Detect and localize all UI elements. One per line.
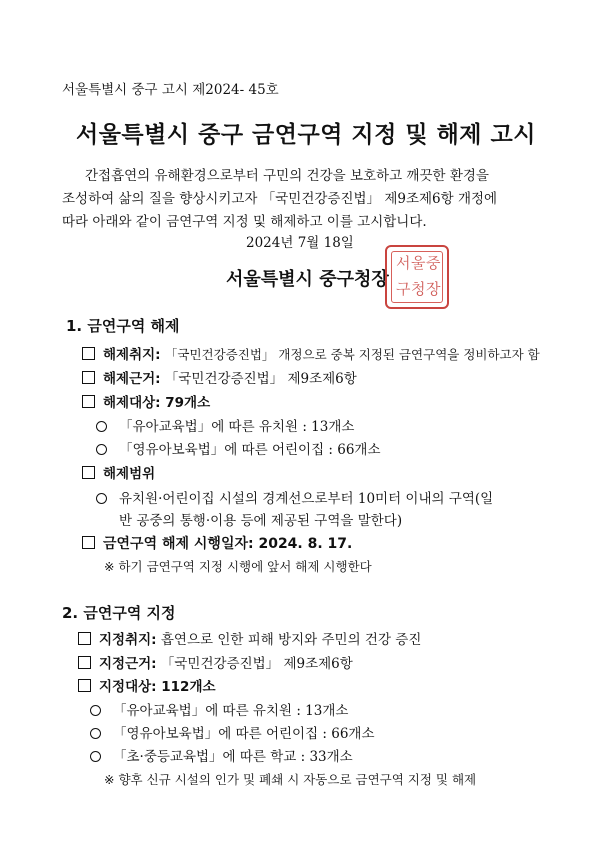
sec1-target-item — [96, 438, 381, 458]
sec2-reason — [78, 628, 421, 648]
sec2-target-label: 지정대상: 112개소 — [99, 679, 216, 695]
sec1-target-item-text: 「유아교육법」에 따른 유치원 : 13개소 — [119, 419, 355, 435]
checkbox-square-icon — [82, 536, 95, 549]
sec2-basis-label: 지정근거: — [99, 656, 157, 672]
sec1-basis-value: 「국민건강증진법」 제9조제6항 — [164, 371, 357, 387]
notice-number: 서울특별시 중구 고시 제2024- 45호 — [62, 82, 279, 98]
seal-char: 구 — [396, 280, 411, 298]
sec2-note: ※ 향후 신규 시설의 인가 및 폐쇄 시 자동으로 금연구역 지정 및 해제 — [104, 772, 477, 787]
sec1-target-item-text: 「영유아보육법」에 따른 어린이집 : 66개소 — [119, 442, 381, 458]
intro-line-2: 조성하여 삶의 질을 향상시키고자 「국민건강증진법」 제9조제6항 개정에 — [62, 191, 498, 207]
sec2-target-item — [90, 745, 353, 765]
sec2-basis-value: 「국민건강증진법」 제9조제6항 — [160, 656, 353, 672]
sec1-reason-label: 해제취지: — [103, 347, 161, 363]
checkbox-square-icon — [82, 466, 95, 479]
issuer-name: 서울특별시 중구청장 — [226, 269, 389, 290]
checkbox-square-icon — [82, 371, 95, 384]
sec1-scope-label: 해제범위 — [103, 466, 156, 482]
checkbox-square-icon — [78, 656, 91, 669]
seal-char: 서 — [396, 254, 411, 272]
checkbox-square-icon — [82, 347, 95, 360]
sec1-date-label: 금연구역 해제 시행일자: 2024. 8. 17. — [103, 536, 353, 552]
sec2-basis — [78, 652, 353, 672]
sec1-note: ※ 하기 금연구역 지정 시행에 앞서 해제 시행한다 — [104, 559, 372, 574]
circle-bullet-icon — [90, 728, 101, 739]
sec2-target-item — [90, 722, 375, 742]
circle-bullet-icon — [96, 421, 107, 432]
sec1-target-item — [96, 415, 354, 435]
sec2-target-item-text: 「영유아보육법」에 따른 어린이집 : 66개소 — [113, 726, 375, 742]
sec2-reason-value: 흡연으로 인한 피해 방지와 주민의 건강 증진 — [160, 632, 422, 648]
checkbox-square-icon — [78, 632, 91, 645]
notice-date: 2024년 7월 18일 — [246, 235, 354, 251]
circle-bullet-icon — [90, 751, 101, 762]
checkbox-square-icon — [82, 395, 95, 408]
sec1-scope-line1: 유치원·어린이집 시설의 경계선으로부터 10미터 이내의 구역(일 — [119, 491, 494, 507]
section1-heading: 1. 금연구역 해제 — [66, 317, 180, 335]
circle-bullet-icon — [96, 493, 107, 504]
sec2-target-item-text: 「초·중등교육법」에 따른 학교 : 33개소 — [113, 749, 353, 765]
sec1-scope — [82, 462, 155, 482]
seal-char: 장 — [426, 280, 441, 298]
sec1-target-label: 해제대상: 79개소 — [103, 395, 211, 411]
sec1-basis — [82, 367, 357, 387]
sec2-target-item-text: 「유아교육법」에 따른 유치원 : 13개소 — [113, 703, 349, 719]
sec1-target — [82, 391, 210, 411]
sec1-basis-label: 해제근거: — [103, 371, 161, 387]
intro-line-1: 간접흡연의 유해환경으로부터 구민의 건강을 보호하고 깨끗한 환경을 — [85, 168, 489, 184]
sec1-effective-date — [82, 533, 352, 553]
sec2-reason-label: 지정취지: — [99, 632, 157, 648]
sec1-reason-value: 「국민건강증진법」 개정으로 중복 지정된 금연구역을 정비하고자 함 — [164, 347, 540, 362]
page-title: 서울특별시 중구 금연구역 지정 및 해제 고시 — [76, 122, 536, 148]
sec1-scope-line2: 반 공중의 통행·이용 등에 제공된 구역을 말한다) — [119, 513, 403, 529]
checkbox-square-icon — [78, 679, 91, 692]
official-seal — [385, 245, 449, 309]
seal-char: 중 — [426, 254, 441, 272]
circle-bullet-icon — [90, 705, 101, 716]
seal-char: 울 — [411, 254, 426, 272]
sec1-scope-text — [96, 487, 493, 507]
sec2-target — [78, 675, 216, 695]
sec2-target-item — [90, 699, 348, 719]
intro-line-3: 따라 아래와 같이 금연구역 지정 및 해제하고 이를 고시합니다. — [62, 214, 427, 230]
sec1-reason — [82, 343, 540, 363]
section2-heading: 2. 금연구역 지정 — [62, 604, 176, 622]
seal-char: 청 — [411, 280, 426, 298]
circle-bullet-icon — [96, 444, 107, 455]
